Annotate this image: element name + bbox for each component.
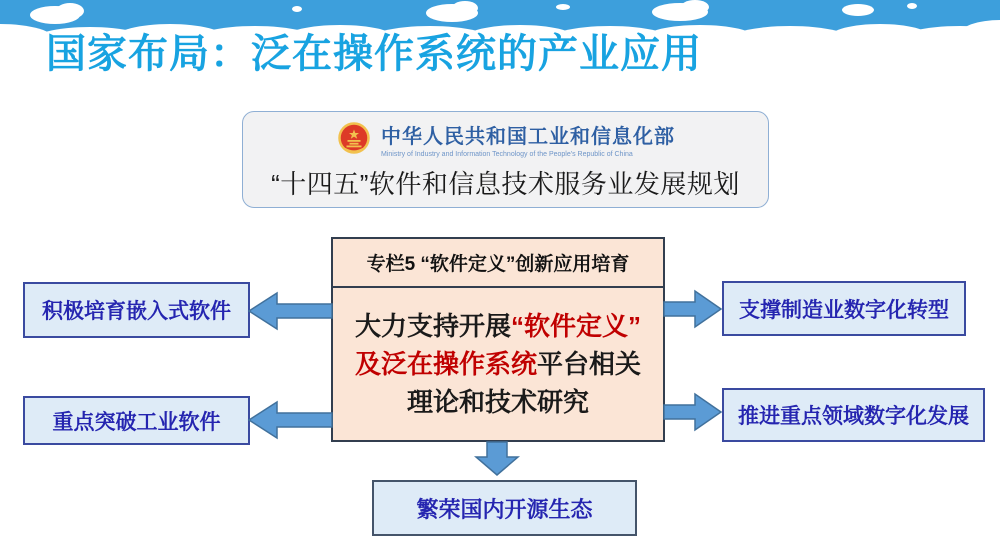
ministry-names — [381, 120, 675, 158]
ministry-header-row — [336, 120, 675, 158]
ministry-name-cn: 中华人民共和国工业和信息化部 — [381, 126, 675, 148]
policy-body — [333, 288, 663, 440]
policy-box — [331, 237, 665, 442]
arrow-right-bottom-icon — [663, 392, 723, 432]
ministry-card — [242, 111, 769, 208]
ministry-name-en: Ministry of Industry and Information Technology of the People's Republic of China — [381, 151, 633, 158]
arrow-left-top-icon — [247, 291, 333, 331]
arrow-right-top-icon — [663, 289, 723, 329]
branch-box-key-fields-digital: 推进重点领域数字化发展 — [722, 388, 985, 442]
policy-body-line: 及泛在操作系统平台相关 — [354, 349, 642, 379]
branch-box-open-source-ecosystem: 繁荣国内开源生态 — [372, 480, 637, 536]
arrow-left-bottom-icon — [247, 400, 333, 440]
branch-box-industrial-software: 重点突破工业软件 — [23, 396, 250, 445]
branch-box-embedded-software: 积极培育嵌入式软件 — [23, 282, 250, 338]
page-title: 国家布局：泛在操作系统的产业应用 — [46, 32, 702, 76]
policy-body-line: 大力支持开展“软件定义” — [354, 311, 642, 341]
plan-title: “十四五”软件和信息技术服务业发展规划 — [271, 169, 740, 199]
branch-box-manufacturing-digital: 支撑制造业数字化转型 — [722, 281, 966, 336]
policy-box-header: 专栏5 “软件定义”创新应用培育 — [333, 239, 663, 288]
china-national-emblem-icon — [336, 121, 372, 157]
arrow-down-icon — [474, 441, 520, 477]
policy-body-line: 理论和技术研究 — [406, 387, 589, 417]
